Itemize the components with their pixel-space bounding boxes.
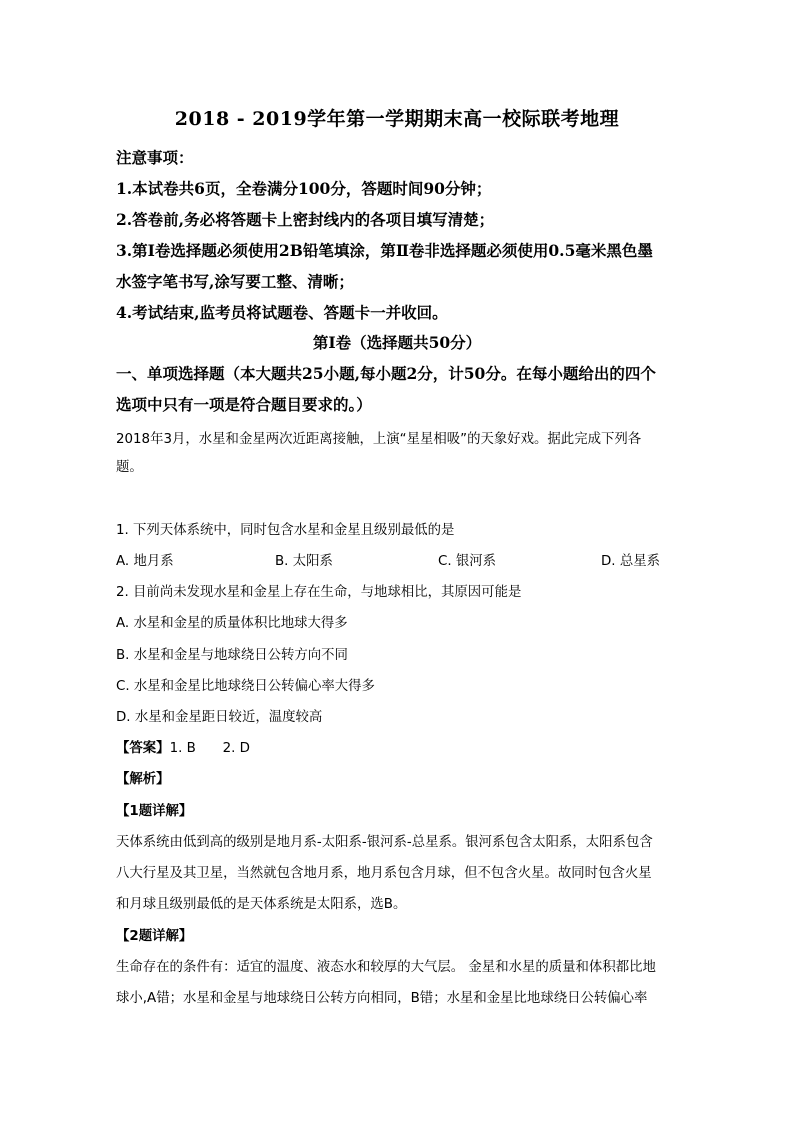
answer-label: 【答案】 (116, 741, 170, 756)
intro-line-2: 题。 (116, 460, 143, 475)
analysis-label: 【解析】 (116, 772, 170, 787)
q1-option-d: D. 总星系 (601, 554, 660, 569)
notice-item-4: 4.考试结束,监考员将试题卷、答题卡一并收回。 (116, 303, 448, 322)
notice-item-3-cont: 水签字笔书写,涂写要工整、清晰； (116, 272, 354, 291)
notice-item-2: 2.答卷前,务必将答题卡上密封线内的各项目填写清楚； (116, 210, 495, 229)
detail-1-line-2: 八大行星及其卫星，当然就包含地月系，地月系包含月球，但不包含火星。故同时包含火星 (116, 866, 652, 881)
q1-option-a: A. 地月系 (116, 554, 174, 569)
part-heading-line-2: 选项中只有一项是符合题目要求的。） (116, 395, 372, 414)
answer-value: 1. B 2. D (169, 741, 250, 756)
q2-option-d: D. 水星和金星距日较近，温度较高 (116, 710, 323, 725)
section-title: 第Ⅰ卷（选择题共50分） (312, 333, 482, 352)
detail-1-label: 【1题详解】 (116, 804, 193, 819)
notice-item-1: 1.本试卷共6页，全卷满分100分，答题时间90分钟； (116, 179, 492, 198)
q2-option-a: A. 水星和金星的质量体积比地球大得多 (116, 616, 348, 631)
part-heading-line-1: 一、单项选择题（本大题共25小题,每小题2分，计50分。在每小题给出的四个 (116, 364, 656, 383)
notice-item-3: 3.第Ⅰ卷选择题必须使用2B铅笔填涂，第Ⅱ卷非选择题必须使用0.5毫米黑色墨 (116, 241, 653, 260)
q1-option-c: C. 银河系 (438, 554, 497, 569)
q2-stem: 2. 目前尚未发现水星和金星上存在生命，与地球相比，其原因可能是 (116, 585, 522, 600)
notice-heading: 注意事项： (116, 148, 194, 167)
q1-stem: 1. 下列天体系统中，同时包含水星和金星且级别最低的是 (116, 523, 455, 538)
page-title: 2018 - 2019学年第一学期期末高一校际联考地理 (174, 108, 620, 130)
detail-2-line-2: 球小,A错；水星和金星与地球绕日公转方向相同，B错；水星和金星比地球绕日公转偏心率 (116, 991, 648, 1006)
answer-row (116, 737, 686, 756)
detail-2-line-1: 生命存在的条件有：适宜的温度、液态水和较厚的大气层。 金星和水星的质量和体积都比地 (116, 960, 656, 975)
detail-2-label: 【2题详解】 (116, 929, 193, 944)
detail-1-line-1: 天体系统由低到高的级别是地月系-太阳系-银河系-总星系。银河系包含太阳系，太阳系包含 (116, 835, 653, 850)
q2-option-b: B. 水星和金星与地球绕日公转方向不同 (116, 648, 348, 663)
q2-option-c: C. 水星和金星比地球绕日公转偏心率大得多 (116, 679, 375, 694)
detail-1-line-3: 和月球且级别最低的是天体系统是太阳系，选B。 (116, 897, 407, 912)
intro-line-1: 2018年3月，水星和金星两次近距离接触，上演“星星相吸”的天象好戏。据此完成下列各 (116, 432, 642, 447)
q1-option-b: B. 太阳系 (275, 554, 333, 569)
